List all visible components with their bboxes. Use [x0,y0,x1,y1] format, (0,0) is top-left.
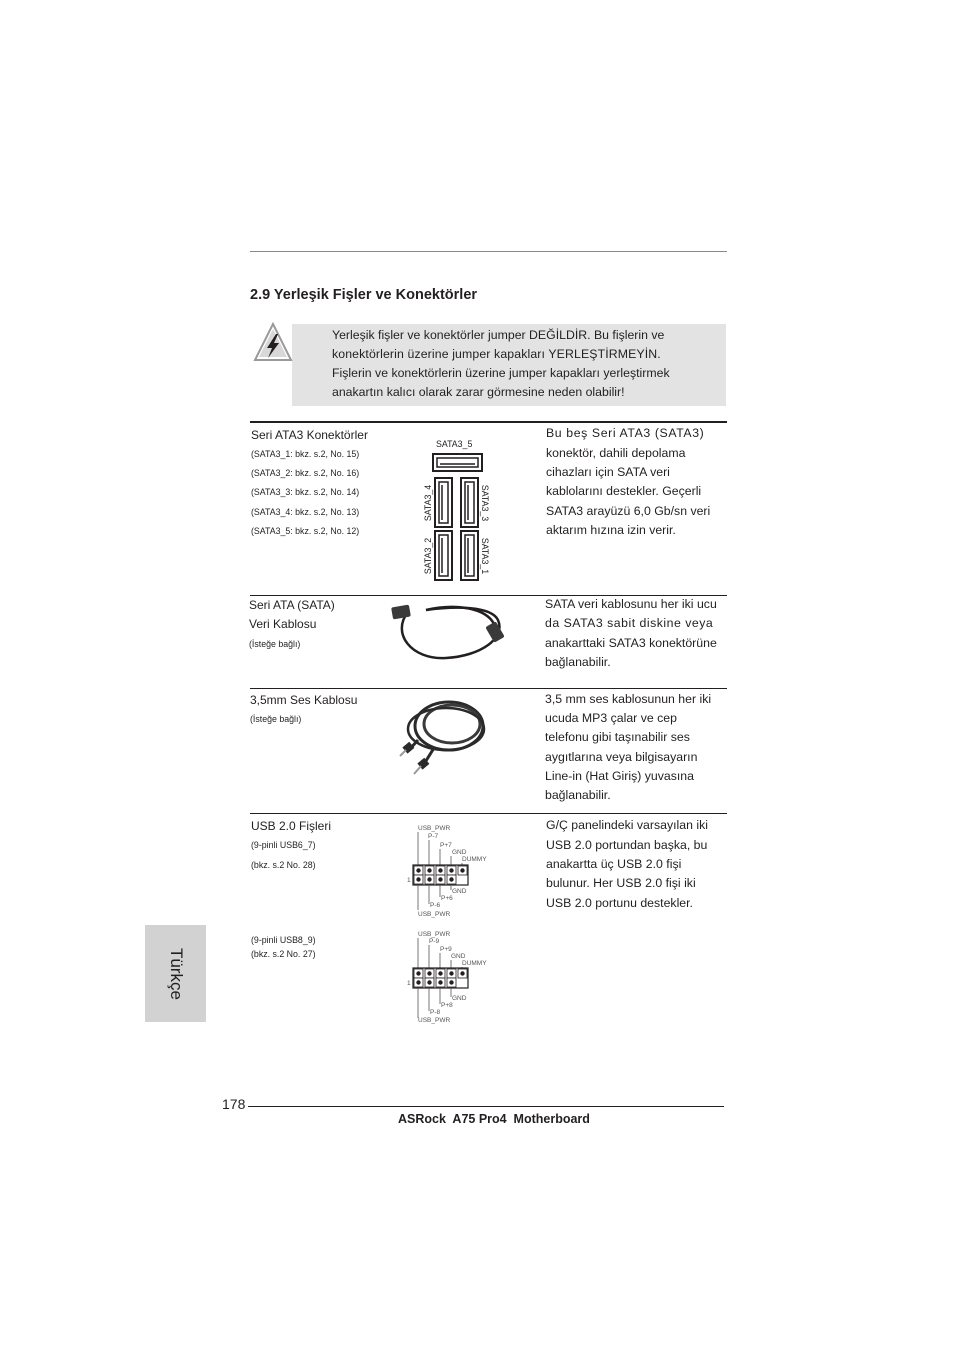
table-top-rule [250,421,727,423]
warning-line-2: konektörlerin üzerine jumper kapakları YERLEŞTİRMEYİN. [332,347,661,361]
usb-header1-diagram [406,820,496,918]
warning-line-4: anakartın kalıcı olarak zarar görmesine neden olabilir! [332,385,625,399]
top-divider [250,251,727,252]
page-number: 178 [222,1096,246,1112]
audio-cable-desc-4: aygıtlarına veya bilgisayarın [545,750,698,764]
footer-rule [248,1106,724,1107]
warning-line-1: Yerleşik fişler ve konektörler jumper DEĞİLDİR. Bu fişlerin ve [332,328,665,342]
usb2-top-label-2: P-9 [429,938,440,945]
language-label: Türkçe [166,947,186,1000]
usb-header1-ref: (bkz. s.2 No. 28) [251,860,316,870]
sata3-ref-3: (SATA3_3: bkz. s.2, No. 14) [251,487,360,497]
warning-line-3: Fişlerin ve konektörlerin üzerine jumper kapakları yerleştirmek [332,366,670,380]
sata3-3-label: SATA3_3 [480,484,490,522]
audio-cable-desc-1: 3,5 mm ses kablosunun her iki [545,692,712,706]
usb-desc-4: bulunur. Her USB 2.0 fişi iki [546,876,696,890]
usb1-bottom-label-2: P+6 [441,895,453,902]
usb-header2-diagram [406,927,498,1025]
usb2-bottom-label-4: USB_PWR [418,1017,451,1024]
sata3-4-connector [434,477,454,529]
usb-header2-pins: (9-pinli USB8_9) [251,935,316,945]
sata3-5-connector [432,453,484,473]
divider-3 [250,813,727,814]
usb2-bottom-label-1: GND [452,995,467,1002]
sata-cable-desc-2: da SATA3 sabit diskine veya [545,616,714,630]
divider-2 [250,688,727,689]
sata-cable-desc-3: anakarttaki SATA3 konektörüne [545,636,717,650]
sata-cable-image [386,598,516,662]
usb1-top-label-2: P-7 [428,833,439,840]
usb2-top-label-4: GND [451,953,466,960]
sata3-desc-4: kablolarını destekler. Geçerli [546,484,702,498]
usb2-pin1-label: 1 [407,980,411,987]
usb2-bottom-label-2: P+8 [441,1002,453,1009]
usb-title: USB 2.0 Fişleri [251,819,332,833]
usb-header2-ref: (bkz. s.2 No. 27) [251,949,316,959]
usb1-top-label-5: DUMMY [462,856,487,863]
sata3-3-connector [460,477,480,529]
sata3-desc-1: Bu beş Seri ATA3 (SATA3) [546,426,705,440]
sata3-ref-4: (SATA3_4: bkz. s.2, No. 13) [251,507,360,517]
usb1-top-label-4: GND [452,849,467,856]
sata3-desc-6: aktarım hızına izin verir. [546,523,676,537]
usb1-bottom-label-1: GND [452,888,467,895]
language-side-tab [145,925,206,1022]
sata-cable-desc-1: SATA veri kablosunu her iki ucu [545,597,717,611]
sata3-title: Seri ATA3 Konektörler [251,428,368,442]
sata-cable-title-1: Seri ATA (SATA) [249,598,335,612]
audio-cable-desc-5: Line-in (Hat Giriş) yuvasına [545,769,694,783]
usb-desc-2: USB 2.0 portundan başka, bu [546,838,708,852]
sata3-desc-3: cihazları için SATA veri [546,465,670,479]
sata3-4-label: SATA3_4 [423,484,433,522]
sata3-ref-1: (SATA3_1: bkz. s.2, No. 15) [251,449,360,459]
audio-cable-desc-3: telefonu gibi taşınabilir ses [545,730,690,744]
sata3-2-connector [434,530,454,582]
audio-cable-note: (İsteğe bağlı) [250,714,302,724]
sata3-1-label: SATA3_1 [480,537,490,575]
sata-cable-note: (İsteğe bağlı) [249,639,301,649]
usb-desc-1: G/Ç panelindeki varsayılan iki [546,818,708,832]
sata3-desc-5: SATA3 arayüzü 6,0 Gb/sn veri [546,504,711,518]
footer-product: ASRock A75 Pro4 Motherboard [398,1112,590,1126]
sata3-5-label: SATA3_5 [436,439,473,449]
audio-cable-desc-2: ucuda MP3 çalar ve cep [545,711,677,725]
audio-cable-title: 3,5mm Ses Kablosu [250,693,358,707]
sata-cable-title-2: Veri Kablosu [249,617,317,631]
sata-cable-desc-4: bağlanabilir. [545,655,611,669]
usb2-bottom-label-3: P-8 [430,1009,441,1016]
sata3-1-connector [460,530,480,582]
audio-cable-image [394,696,490,778]
sata3-ref-2: (SATA3_2: bkz. s.2, No. 16) [251,468,360,478]
usb1-pin1-label: 1 [407,877,411,884]
sata3-2-label: SATA3_2 [423,537,433,575]
usb-desc-3: anakartta üç USB 2.0 fişi [546,857,682,871]
sata3-ref-5: (SATA3_5: bkz. s.2, No. 12) [251,526,360,536]
usb1-top-label-1: USB_PWR [418,825,451,832]
warning-triangle-icon [253,322,293,362]
usb-header1-pins: (9-pinli USB6_7) [251,840,316,850]
usb1-top-label-3: P+7 [440,842,452,849]
usb2-top-label-1: USB_PWR [418,931,451,938]
section-title: 2.9 Yerleşik Fişler ve Konektörler [250,287,478,303]
usb2-top-label-3: P+9 [440,946,452,953]
usb1-bottom-label-4: USB_PWR [418,911,451,918]
audio-cable-desc-6: bağlanabilir. [545,788,611,802]
sata3-desc-2: konektör, dahili depolama [546,446,686,460]
usb2-top-label-5: DUMMY [462,960,487,967]
usb1-bottom-label-3: P-6 [430,902,441,909]
usb-desc-5: USB 2.0 portunu destekler. [546,896,693,910]
